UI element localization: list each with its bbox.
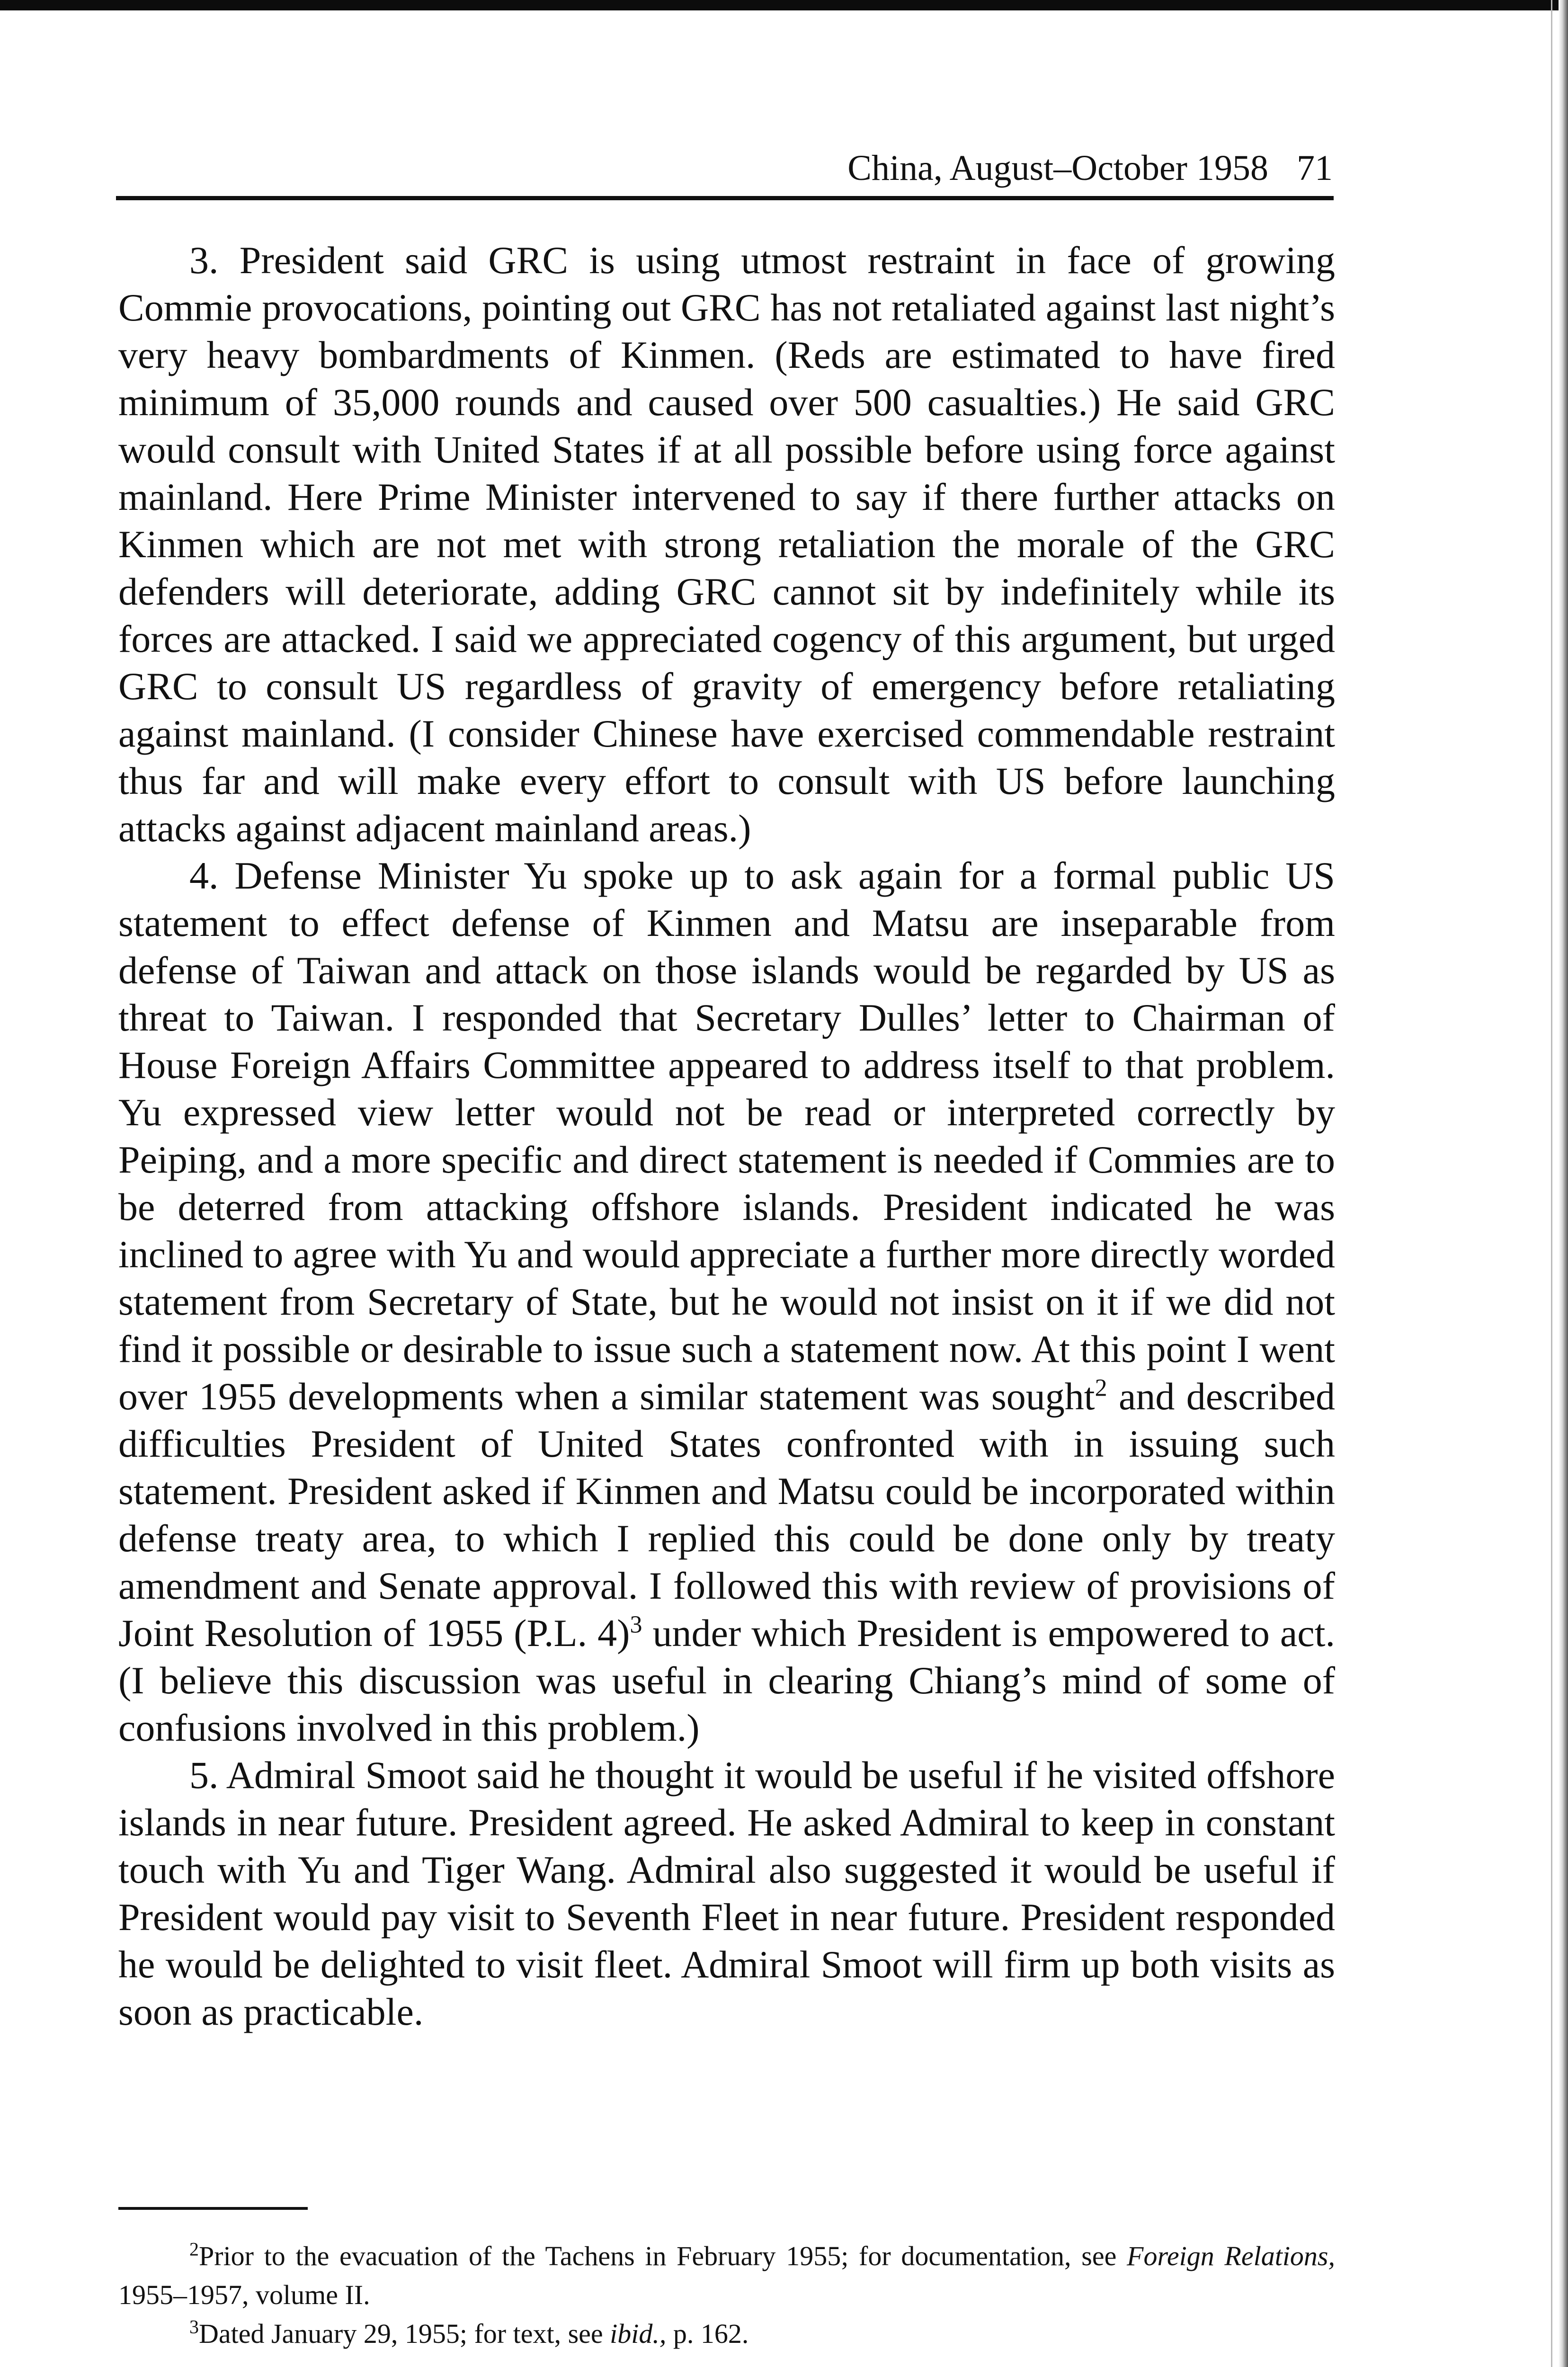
footnote-italic: ibid.,	[610, 2318, 667, 2349]
running-title: China, August–October 1958	[847, 148, 1268, 188]
paragraph-4-text-a: 4. Defense Minister Yu spoke up to ask again for a formal public US statement to effect defense of Kinmen and Matsu are inseparable from defense of Taiwan and attack on those islands would be regarded by US as threat to Taiwan. I responded that Secretary Dulles’ letter to Chairman of House Foreign Affairs Committee appeared to address itself to that problem. Yu expressed view letter would not be read or interpreted correctly by Peiping, and a more specific and direct statement is needed if Commies are to be deterred from attacking offshore islands. President indicated he was inclined to agree with Yu and would appreciate a further more directly worded statement from Secretary of State, but he would not insist on it if we did not find it possible or desirable to issue such a statement now. At this point I went over 1955 developments when a similar statement was sought	[118, 854, 1335, 1418]
footnotes	[118, 2237, 1335, 2353]
paragraph-4	[118, 852, 1335, 1752]
footnote-2	[118, 2237, 1335, 2314]
footnote-marker: 3	[189, 2316, 199, 2338]
paragraph-5: 5. Admiral Smoot said he thought it would be useful if he visited offshore islands in near future. President agreed. He asked Admiral to keep in constant touch with Yu and Tiger Wang. Admiral also suggested it would be useful if President would pay visit to Seventh Fleet in near future. President responded he would be delighted to visit fleet. Admiral Smoot will firm up both visits as soon as practicable.	[118, 1753, 1335, 2033]
scan-top-edge	[0, 0, 1568, 10]
page-number: 71	[1297, 148, 1333, 188]
footnote-text: Prior to the evacuation of the Tachens in February 1955; for documentation, see	[199, 2241, 1127, 2271]
footnote-marker: 2	[189, 2238, 199, 2260]
scan-right-edge	[1559, 0, 1568, 2367]
paragraph-4-text-c: under which President is empowered to act. (I believe this discussion was useful in clearing Chiang’s mind of some of confusions involved in this problem.)	[118, 1611, 1335, 1749]
footnote-text: 1955–1957, volume II.	[118, 2279, 370, 2310]
footnote-text: Dated January 29, 1955; for text, see	[199, 2318, 610, 2349]
footnote-3	[118, 2314, 1335, 2353]
footnote-text: p. 162.	[666, 2318, 749, 2349]
scan-binding-line	[1551, 0, 1552, 2367]
footnote-ref-2: 2	[1095, 1374, 1107, 1402]
header-rule	[116, 196, 1334, 200]
body-text	[118, 237, 1335, 2036]
running-head	[663, 142, 1333, 194]
paragraph-4-text-b: and described difficulties President of United States confronted with in issuing such statement. President asked if Kinmen and Matsu could be incorporated within defense treaty area, to which I replied this could be done only by treaty amendment and Senate approval. I followed this with review of provisions of Joint Resolution of 1955 (P.L. 4)	[118, 1375, 1335, 1655]
paragraph-3: 3. President said GRC is using utmost restraint in face of growing Commie provocations, pointing out GRC has not retaliated against last night’s very heavy bombardments of Kinmen. (Reds are estimated to have fired minimum of 35,000 rounds and caused over 500 casualties.) He said GRC would consult with United States if at all possible before using force against mainland. Here Prime Minister intervened to say if there further attacks on Kinmen which are not met with strong retaliation the morale of the GRC defenders will deteriorate, adding GRC cannot sit by indefinitely while its forces are attacked. I said we appreciated cogency of this argument, but urged GRC to consult US regardless of gravity of emergency before retaliating against mainland. (I consider Chinese have exercised commendable restraint thus far and will make every effort to consult with US before launching attacks against adjacent mainland areas.)	[118, 239, 1335, 850]
footnote-italic: Foreign Relations,	[1127, 2241, 1336, 2271]
footnote-rule	[118, 2207, 308, 2210]
footnote-ref-3: 3	[630, 1611, 642, 1638]
